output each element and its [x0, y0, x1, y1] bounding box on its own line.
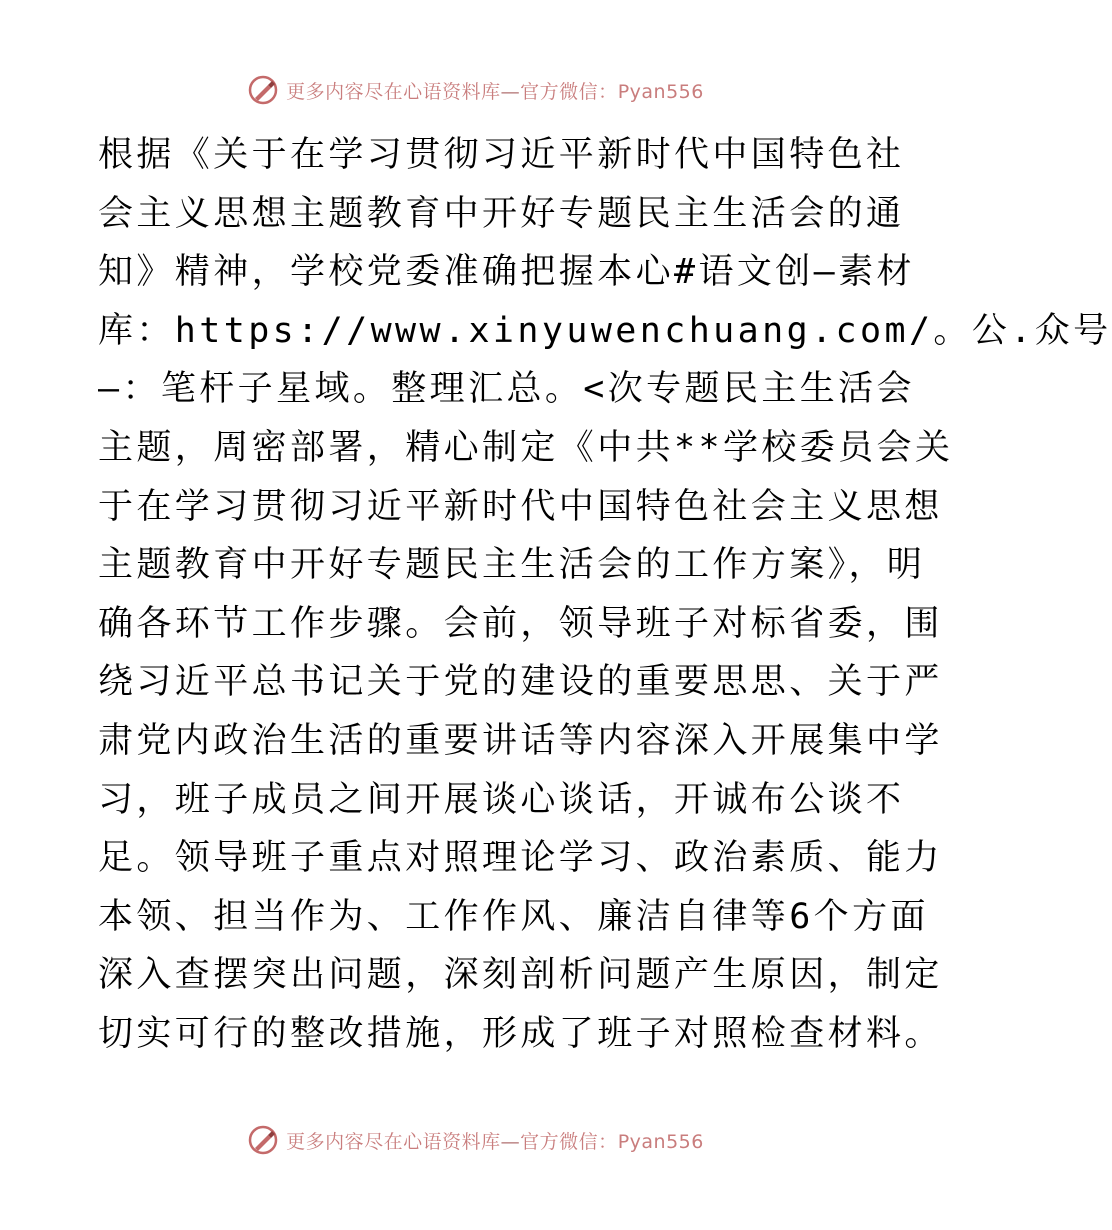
body-line: 库：https://www.xinyuwenchuang.com/。公.众号 [98, 310, 1112, 351]
footer-separator: — [500, 1130, 521, 1153]
pen-logo-icon [246, 73, 280, 107]
header-watermark [0, 70, 950, 110]
body-line: 本领、担当作为、工作作风、廉洁自律等6个方面 [98, 896, 929, 937]
header-brand: 更多内容尽在心语资料库 [286, 80, 501, 103]
footer-brand: 更多内容尽在心语资料库 [286, 1130, 501, 1153]
header-wechat-label: 官方微信： [520, 80, 618, 103]
footer-wechat-id: Pyan556 [617, 1130, 704, 1153]
body-line: 切实可行的整改措施，形成了班子对照检查材料。 [98, 1013, 943, 1054]
body-line: 肃党内政治生活的重要讲话等内容深入开展集中学 [98, 720, 943, 761]
body-line: 根据《关于在学习贯彻习近平新时代中国特色社 [98, 135, 905, 175]
footer-watermark-text [286, 1127, 704, 1154]
body-line: —：笔杆子星域。整理汇总。<次专题民主生活会 [98, 369, 915, 410]
body-line: 习，班子成员之间开展谈心谈话，开诚布公谈不 [98, 779, 905, 820]
body-line: 足。领导班子重点对照理论学习、政治素质、能力 [98, 838, 943, 879]
body-line: 知》精神，学校党委准确把握本心#语文创—素材 [98, 252, 915, 293]
document-body [98, 126, 1112, 1064]
body-line: 确各环节工作步骤。会前，领导班子对标省委，围 [98, 603, 943, 644]
body-line: 主题，周密部署，精心制定《中共**学校委员会关 [98, 427, 954, 468]
body-line: 主题教育中开好专题民主生活会的工作方案》，明 [98, 545, 926, 586]
footer-watermark [0, 1120, 950, 1160]
header-separator: — [500, 80, 521, 103]
footer-wechat-label: 官方微信： [520, 1130, 618, 1153]
header-watermark-text [286, 77, 704, 104]
body-line: 于在学习贯彻习近平新时代中国特色社会主义思想 [98, 486, 943, 527]
body-line: 绕习近平总书记关于党的建设的重要思思、关于严 [98, 662, 943, 703]
body-line: 深入查摆突出问题，深刻剖析问题产生原因，制定 [98, 955, 943, 996]
pen-logo-icon [246, 1123, 280, 1157]
body-line: 会主义思想主题教育中开好专题民主生活会的通 [98, 193, 905, 234]
header-wechat-id: Pyan556 [617, 80, 704, 103]
